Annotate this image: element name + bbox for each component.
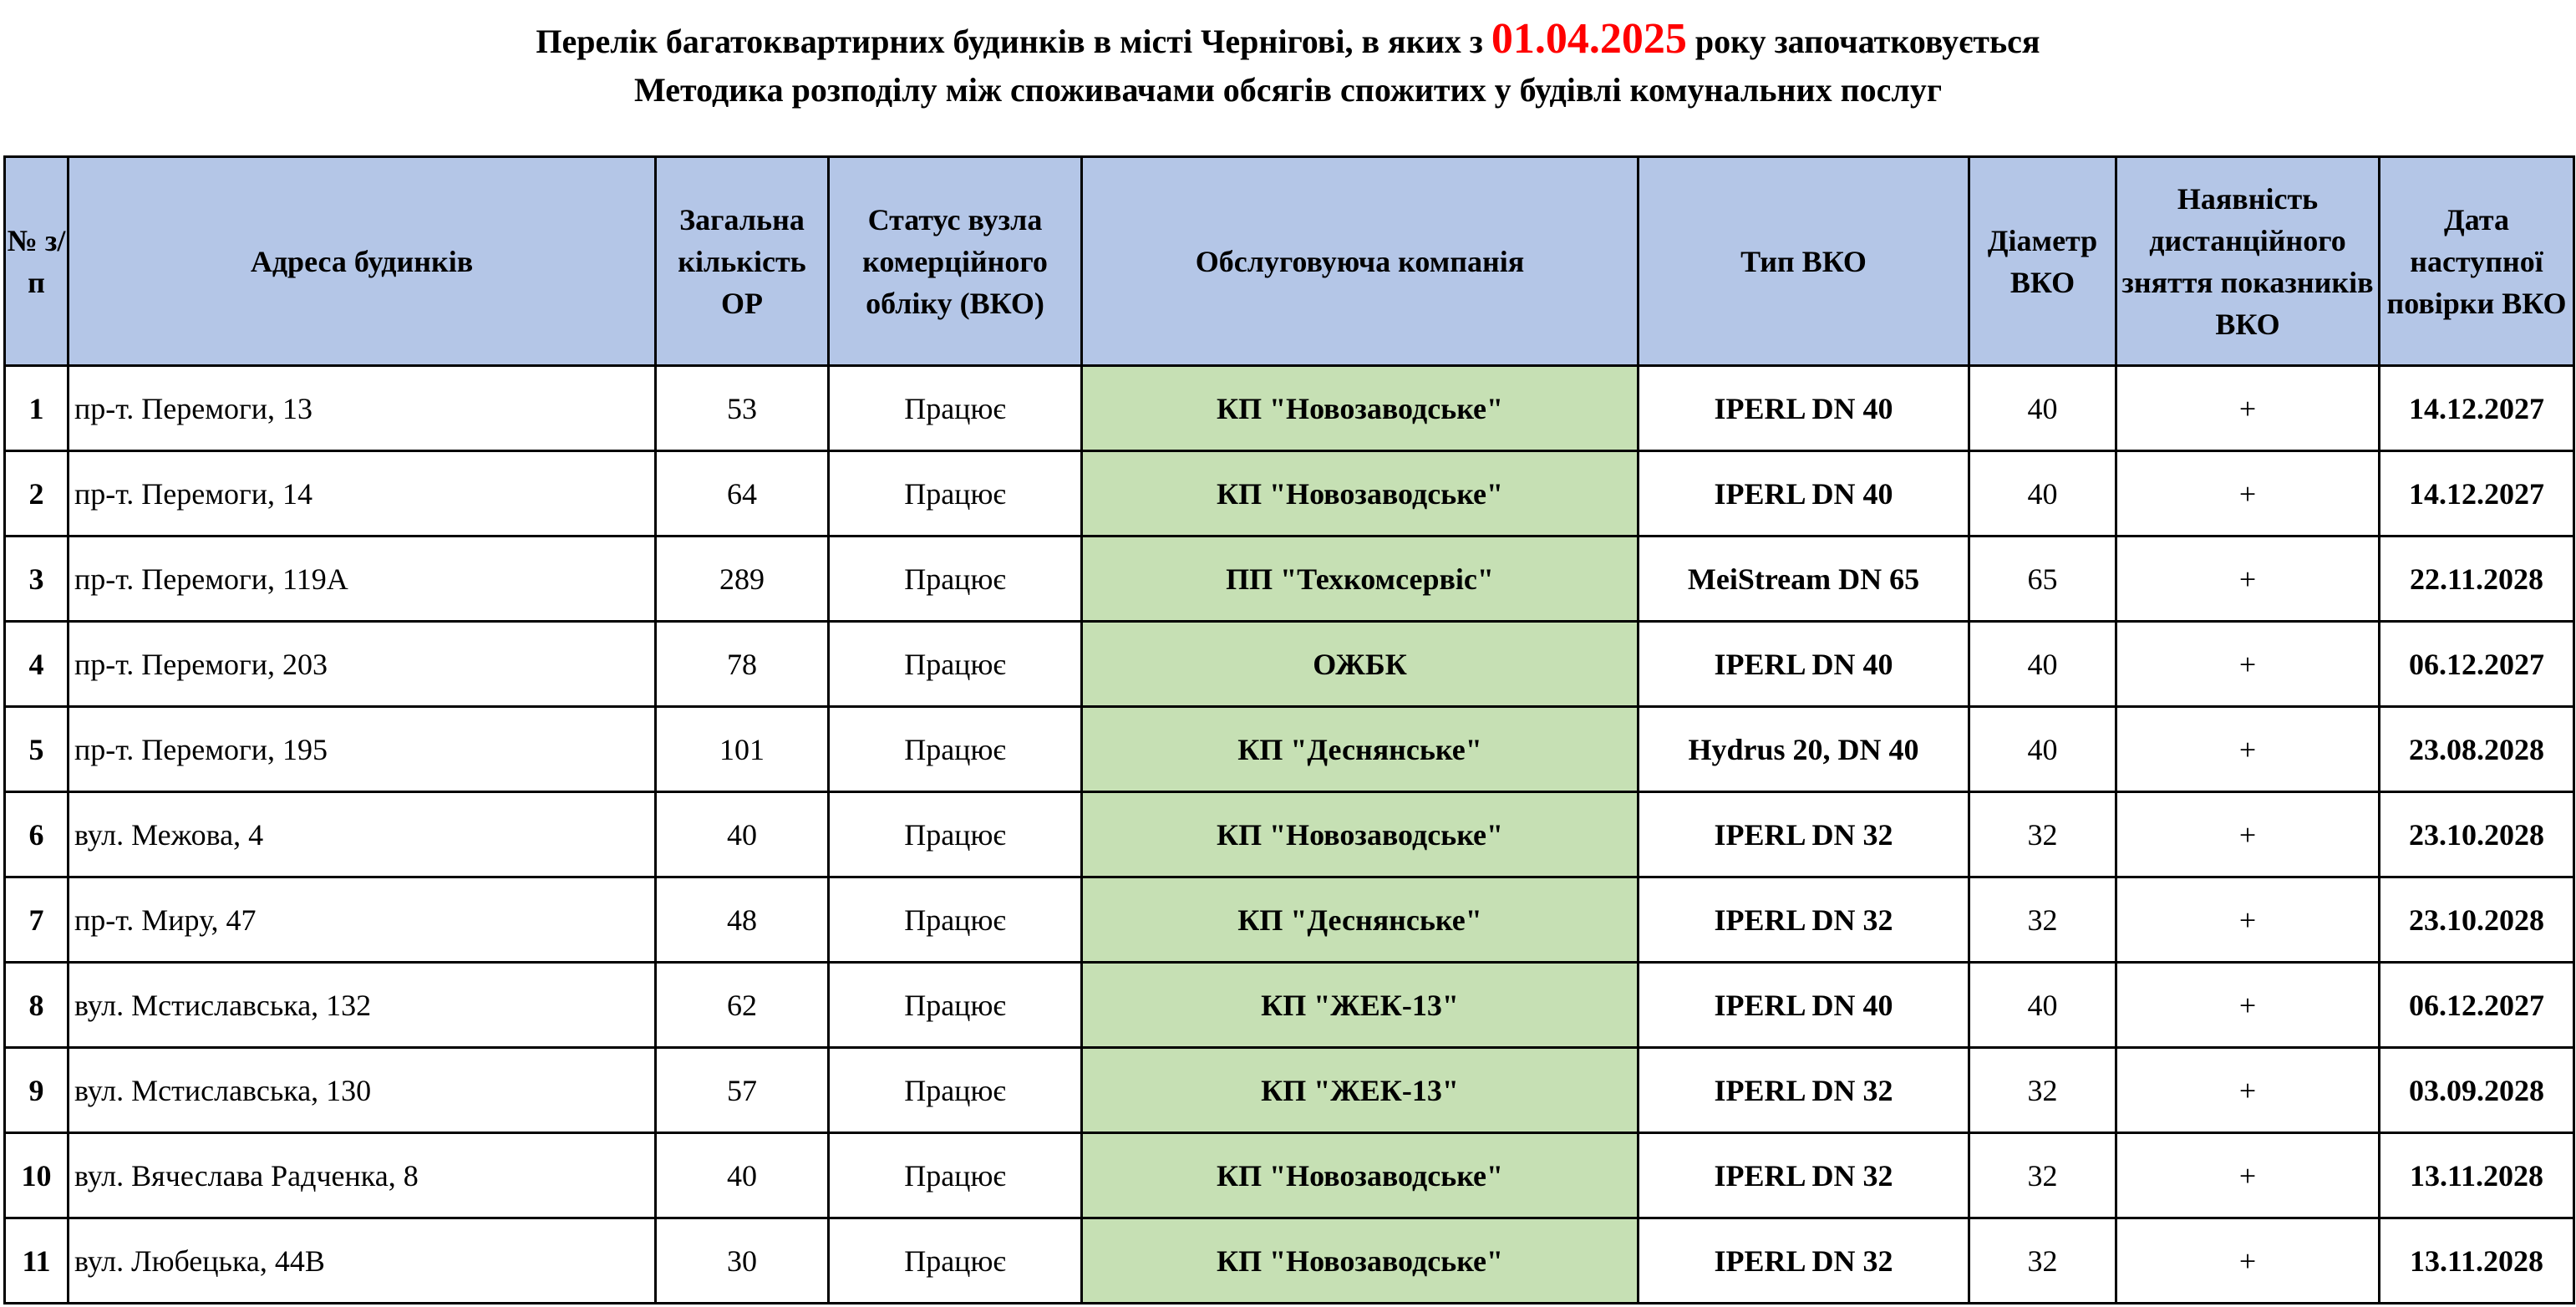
cell-address: вул. Мстиславська, 130 [69,1048,656,1133]
cell-type: IPERL DN 40 [1639,451,1969,537]
table-row [5,366,2574,451]
cell-remote: + [2116,622,2380,707]
cell-company: ОЖБК [1082,622,1639,707]
table-row [5,622,2574,707]
cell-diameter: 40 [1969,963,2116,1048]
cell-status: Працює [829,1133,1082,1218]
cell-type: IPERL DN 32 [1639,1133,1969,1218]
cell-num: 2 [5,451,69,537]
cell-remote: + [2116,792,2380,877]
cell-company: КП "Новозаводське" [1082,1133,1639,1218]
cell-date: 23.10.2028 [2380,877,2574,963]
table-row [5,451,2574,537]
cell-status: Працює [829,963,1082,1048]
header-total: Загальна кількість ОР [656,157,829,366]
table-row [5,792,2574,877]
cell-type: Hydrus 20, DN 40 [1639,707,1969,792]
table-row [5,1048,2574,1133]
cell-remote: + [2116,707,2380,792]
cell-remote: + [2116,1048,2380,1133]
cell-status: Працює [829,1218,1082,1304]
cell-total: 40 [656,792,829,877]
cell-diameter: 40 [1969,451,2116,537]
cell-total: 48 [656,877,829,963]
table-row [5,877,2574,963]
title-line-1 [0,15,2576,66]
cell-status: Працює [829,622,1082,707]
cell-diameter: 40 [1969,707,2116,792]
cell-company: КП "ЖЕК-13" [1082,1048,1639,1133]
cell-date: 22.11.2028 [2380,537,2574,622]
cell-date: 06.12.2027 [2380,622,2574,707]
cell-num: 1 [5,366,69,451]
table-row [5,1218,2574,1304]
title-line-2: Методика розподілу між споживачами обсягів спожитих у будівлі комунальних послуг [634,71,1942,109]
header-date: Дата наступної повірки ВКО [2380,157,2574,366]
title-line-1-text: Перелік багатоквартирних будинків в місті Чернігові, в яких з [536,23,1491,60]
cell-address: пр-т. Перемоги, 119А [69,537,656,622]
cell-num: 6 [5,792,69,877]
cell-remote: + [2116,1133,2380,1218]
cell-total: 62 [656,963,829,1048]
cell-type: MeiStream DN 65 [1639,537,1969,622]
cell-num: 9 [5,1048,69,1133]
cell-remote: + [2116,963,2380,1048]
buildings-table [3,155,2575,1304]
header-status: Статус вузла комерційного обліку (ВКО) [829,157,1082,366]
table-row [5,537,2574,622]
cell-status: Працює [829,707,1082,792]
cell-total: 78 [656,622,829,707]
cell-num: 4 [5,622,69,707]
cell-company: ПП "Техкомсервіс" [1082,537,1639,622]
cell-date: 14.12.2027 [2380,451,2574,537]
header-diameter: Діаметр ВКО [1969,157,2116,366]
cell-type: IPERL DN 40 [1639,963,1969,1048]
cell-remote: + [2116,877,2380,963]
cell-type: IPERL DN 40 [1639,366,1969,451]
cell-company: КП "Деснянське" [1082,877,1639,963]
table-header-row [5,157,2574,366]
cell-company: КП "Новозаводське" [1082,451,1639,537]
cell-diameter: 40 [1969,622,2116,707]
header-num: № з/п [5,157,69,366]
cell-date: 06.12.2027 [2380,963,2574,1048]
cell-total: 64 [656,451,829,537]
cell-company: КП "Новозаводське" [1082,366,1639,451]
cell-company: КП "Новозаводське" [1082,792,1639,877]
cell-type: IPERL DN 32 [1639,1218,1969,1304]
cell-status: Працює [829,1048,1082,1133]
header-type: Тип ВКО [1639,157,1969,366]
cell-address: пр-т. Перемоги, 13 [69,366,656,451]
cell-diameter: 32 [1969,1218,2116,1304]
title-line-1-end: року започатковується [1686,23,2040,60]
table-row [5,1133,2574,1218]
header-address: Адреса будинків [69,157,656,366]
cell-date: 23.08.2028 [2380,707,2574,792]
table-row [5,963,2574,1048]
cell-status: Працює [829,877,1082,963]
cell-num: 3 [5,537,69,622]
cell-status: Працює [829,792,1082,877]
cell-num: 8 [5,963,69,1048]
cell-total: 57 [656,1048,829,1133]
cell-remote: + [2116,537,2380,622]
cell-date: 13.11.2028 [2380,1218,2574,1304]
cell-address: пр-т. Перемоги, 195 [69,707,656,792]
cell-diameter: 65 [1969,537,2116,622]
cell-diameter: 32 [1969,1133,2116,1218]
cell-diameter: 32 [1969,792,2116,877]
cell-status: Працює [829,451,1082,537]
header-company: Обслуговуюча компанія [1082,157,1639,366]
document-title [0,15,2576,114]
cell-num: 11 [5,1218,69,1304]
cell-total: 40 [656,1133,829,1218]
cell-total: 30 [656,1218,829,1304]
cell-status: Працює [829,537,1082,622]
cell-diameter: 32 [1969,1048,2116,1133]
cell-date: 23.10.2028 [2380,792,2574,877]
cell-address: пр-т. Перемоги, 203 [69,622,656,707]
cell-date: 03.09.2028 [2380,1048,2574,1133]
cell-num: 10 [5,1133,69,1218]
cell-date: 14.12.2027 [2380,366,2574,451]
cell-remote: + [2116,451,2380,537]
cell-address: вул. Вячеслава Радченка, 8 [69,1133,656,1218]
cell-address: вул. Мстиславська, 132 [69,963,656,1048]
cell-total: 101 [656,707,829,792]
cell-address: пр-т. Перемоги, 14 [69,451,656,537]
cell-address: вул. Любецька, 44В [69,1218,656,1304]
cell-total: 289 [656,537,829,622]
cell-num: 5 [5,707,69,792]
cell-remote: + [2116,1218,2380,1304]
header-remote: Наявність дистанційного зняття показників ВКО [2116,157,2380,366]
cell-type: IPERL DN 32 [1639,1048,1969,1133]
table-body [5,366,2574,1304]
cell-diameter: 32 [1969,877,2116,963]
cell-date: 13.11.2028 [2380,1133,2574,1218]
cell-remote: + [2116,366,2380,451]
cell-company: КП "ЖЕК-13" [1082,963,1639,1048]
cell-type: IPERL DN 32 [1639,877,1969,963]
cell-company: КП "Деснянське" [1082,707,1639,792]
cell-type: IPERL DN 40 [1639,622,1969,707]
cell-diameter: 40 [1969,366,2116,451]
cell-company: КП "Новозаводське" [1082,1218,1639,1304]
cell-address: вул. Межова, 4 [69,792,656,877]
table-row [5,707,2574,792]
cell-num: 7 [5,877,69,963]
cell-address: пр-т. Миру, 47 [69,877,656,963]
title-start-date: 01.04.2025 [1491,15,1687,63]
cell-total: 53 [656,366,829,451]
cell-status: Працює [829,366,1082,451]
cell-type: IPERL DN 32 [1639,792,1969,877]
